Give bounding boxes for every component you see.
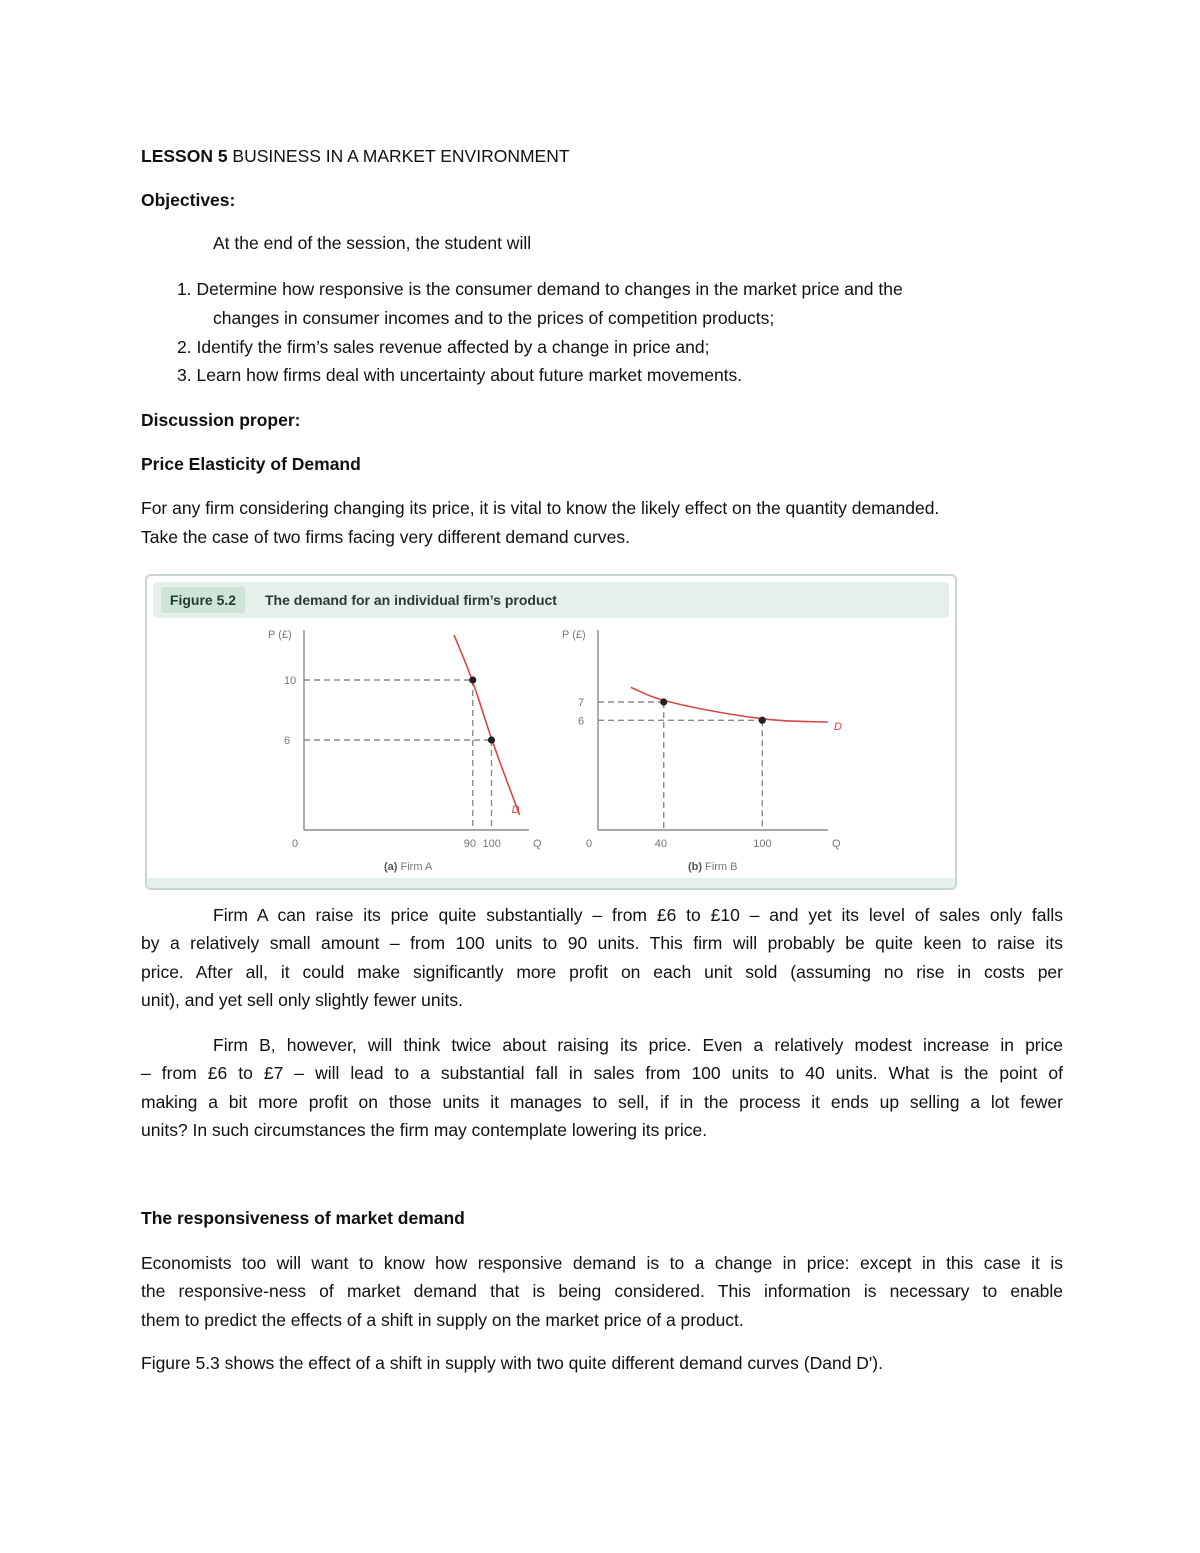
paragraph-market-demand <box>141 1249 1063 1334</box>
figure-label: Figure 5.2 <box>161 587 245 613</box>
y-tick-label: 6 <box>284 735 291 747</box>
demand-curve-label: D <box>834 721 842 734</box>
x-tick-label: 100 <box>753 838 772 850</box>
paragraph-line: the responsive-ness of market demand that is being considered. This information is necessary to enable <box>141 1281 1063 1302</box>
lesson-number: LESSON 5 <box>141 146 228 166</box>
lesson-topic: BUSINESS IN A MARKET ENVIRONMENT <box>227 146 570 166</box>
y-tick-label: 10 <box>284 675 297 687</box>
origin-label: 0 <box>586 838 593 850</box>
paragraph-line <box>141 1031 1063 1059</box>
chart-firm-a <box>268 629 542 873</box>
paragraph-line: Take the case of two firms facing very different demand curves. <box>141 527 630 547</box>
y-tick-label: 6 <box>578 715 585 728</box>
paragraph-firm-b <box>141 1031 1063 1144</box>
paragraph-line <box>141 901 1063 929</box>
paragraph-line: – from £6 to £7 – will lead to a substantial fall in sales from 100 units to 40 units. What is the point of <box>141 1063 1063 1084</box>
data-point <box>759 717 766 724</box>
paragraph-text: Firm A can raise its price quite substantially – from £6 to £10 – and yet its level of sales only falls <box>213 905 1063 925</box>
objective-text: Determine how responsive is the consumer demand to changes in the market price and the <box>196 279 903 299</box>
paragraph-figure-5-3: Figure 5.3 shows the effect of a shift in supply with two quite different demand curves (Dand D'). <box>141 1353 883 1373</box>
objective-text: Learn how firms deal with uncertainty about future market movements. <box>196 365 743 385</box>
figure-title: The demand for an individual firm’s product <box>265 592 557 608</box>
chart-caption <box>688 861 738 873</box>
paragraph-line: unit), and yet sell only slightly fewer units. <box>141 989 463 1010</box>
paragraph-line: For any firm considering changing its price, it is vital to know the likely effect on the quantity demanded. <box>141 498 940 518</box>
demand-curve-label: D <box>511 804 520 816</box>
objectives-intro: At the end of the session, the student will <box>213 233 532 253</box>
objective-3 <box>177 364 742 386</box>
section-heading-responsiveness: The responsiveness of market demand <box>141 1208 465 1228</box>
objective-1 <box>177 278 903 300</box>
paragraph-line: units? In such circumstances the firm may contemplate lowering its price. <box>141 1119 708 1140</box>
demand-curve <box>631 687 828 722</box>
section-heading-price-elasticity: Price Elasticity of Demand <box>141 454 361 474</box>
objective-1-continued: changes in consumer incomes and to the prices of competition products; <box>213 308 775 328</box>
origin-label: 0 <box>292 838 299 850</box>
objective-number: 3. <box>177 365 192 385</box>
figure-5-2 <box>145 574 957 890</box>
demand-curve <box>454 635 520 815</box>
y-axis-label: P (£) <box>562 629 586 641</box>
data-point <box>469 676 476 683</box>
x-axis-label: Q <box>832 838 841 850</box>
discussion-heading: Discussion proper: <box>141 410 301 430</box>
lesson-title <box>141 145 570 167</box>
chart-firm-b <box>562 629 842 873</box>
chart-caption-text: Firm B <box>702 861 738 873</box>
chart-caption-letter: (a) <box>384 861 398 873</box>
x-tick-label: 40 <box>654 838 667 850</box>
objectives-heading: Objectives: <box>141 190 236 210</box>
objective-text: Identify the firm’s sales revenue affected by a change in price and; <box>196 337 710 357</box>
objective-2 <box>177 336 709 358</box>
paragraph-line: making a bit more profit on those units it manages to sell, if in the process it ends up selling a lot fewer <box>141 1091 1063 1112</box>
objective-number: 2. <box>177 337 192 357</box>
paragraph-line: price. After all, it could make significantly more profit on each unit sold (assuming no rise in costs per <box>141 961 1063 982</box>
paragraph-line: them to predict the effects of a shift in supply on the market price of a product. <box>141 1309 744 1330</box>
y-axis-label: P (£) <box>268 629 292 641</box>
y-tick-label: 7 <box>578 697 585 709</box>
demand-charts <box>147 576 957 890</box>
x-axis-label: Q <box>533 838 542 850</box>
chart-caption <box>384 861 433 873</box>
paragraph-line: by a relatively small amount – from 100 units to 90 units. This firm will probably be quite keen to raise its <box>141 933 1063 954</box>
paragraph-text: Firm B, however, will think twice about raising its price. Even a relatively modest increase in price <box>213 1035 1063 1055</box>
figure-footer-bar <box>147 878 955 890</box>
paragraph-firm-a <box>141 901 1063 1014</box>
paragraph-line: Economists too will want to know how responsive demand is to a change in price: except in this case it is <box>141 1253 1063 1273</box>
chart-caption-letter: (b) <box>688 861 703 873</box>
x-tick-label: 90 <box>463 838 476 850</box>
chart-caption-text: Firm A <box>397 861 433 873</box>
objective-number: 1. <box>177 279 192 299</box>
data-point <box>660 698 667 705</box>
x-tick-label: 100 <box>482 838 501 850</box>
data-point <box>488 736 495 743</box>
